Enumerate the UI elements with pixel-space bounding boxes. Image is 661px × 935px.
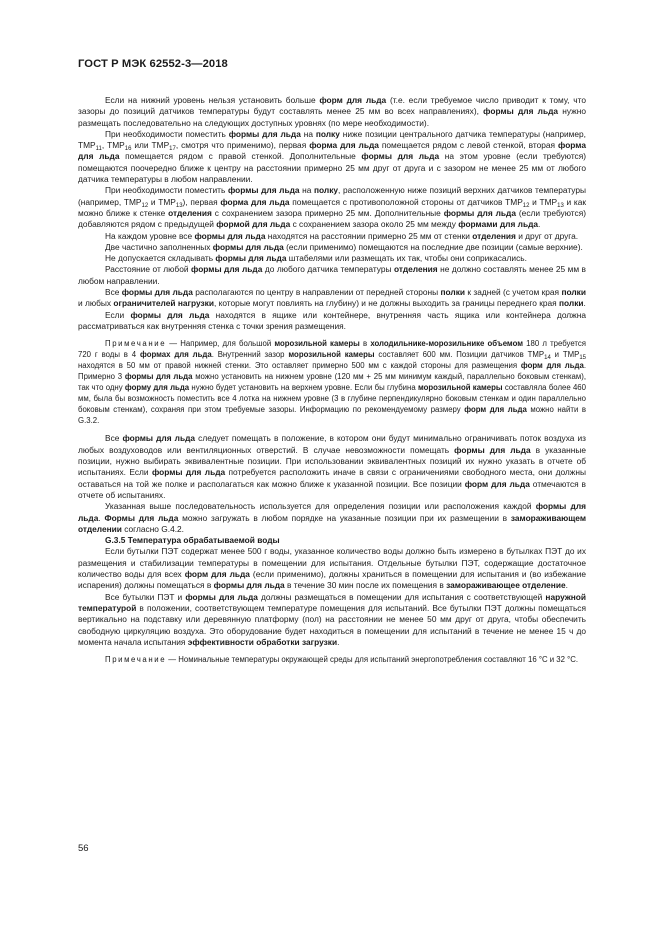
paragraph: При необходимости поместить формы для льда на полку, расположенную ниже позиций верхних датчиков температуры (например, $ТМР_{12}$ и $ТМР_{13}$), первая форма для льда помещается с противоположной стороны от датчиков $ТМР_{12}$ и $ТМР_{13}$ и как можно ближе к стенке отделения с сохранением зазора примерно 25 мм. Дополнительные формы для льда (если требуются) добавляются рядом с предыдущей формой для льда с сохранением зазора около 25 мм между формами для льда. <box>78 185 586 230</box>
paragraph: Две частично заполненных формы для льда (если применимо) помещаются на последние две позиции (самые верхние). <box>105 241 583 252</box>
paragraph: Если на нижний уровень нельзя установить больше форм для льда (т.е. если требуемое число приводит к тому, что зазоры до позиций датчиков температуры будут составлять менее 25 мм во всех направлениях), формы для льда нужно размещать последовательно на следующих доступных уровнях (по мере необходимости). <box>78 95 587 128</box>
paragraph: Все формы для льда располагаются по центру в направлении от передней стороны полки к задней (с учетом края полки и любых ограничителей нагрузки, которые могут повлиять на глубину) и не должны выходить за границы переднего края полки. <box>78 287 586 309</box>
paragraph: Все бутылки ПЭТ и формы для льда должны размещаться в помещении для испытания с соответствующей наружной температурой в положении, соответствующем температуре помещения для испытаний. Все бутылки ПЭТ должны помещаться вертикально на подставку или деревянную платформу (пол) на расстоянии не менее 50 мм друг от друга, чтобы обеспечить свободную циркуляцию воздуха. Это оборудование будет находиться в помещении для испытаний в течение не менее 15 ч до момента начала испытания эффективности обработки загрузки. <box>78 591 586 647</box>
paragraph: Если формы для льда находятся в ящике или контейнере, внутренняя часть ящика или контейнера должна рассматриваться как внутренняя стенка с точки зрения размещения. <box>78 309 586 331</box>
document-header: ГОСТ Р МЭК 62552-3—2018 <box>78 58 228 70</box>
paragraph: Расстояние от любой формы для льда до любого датчика температуры отделения не должно составлять менее 25 мм в любом направлении. <box>78 264 586 286</box>
paragraph: Не допускается складывать формы для льда штабелями или размещать их так, чтобы они соприкасались. <box>105 253 527 264</box>
paragraph: При необходимости поместить формы для льда на полку ниже позиции центрального датчика температуры (например, $ТМР_{11}$, $ТМР_{16}$ или $ТМР_{17}$, смотря что применимо), первая форма для льда помещается рядом с левой стенкой, вторая форма для льда помещается рядом с правой стенкой. Дополнительные формы для льда на этом уровне (если требуются) помещаются поочередно ближе к центру на расстоянии примерно 25 мм друг от друга и с зазором не менее 25 мм от любого датчика температуры в любом направлении. <box>78 128 587 185</box>
note-paragraph: Примечание — Номинальные температуры окружающей среды для испытаний энергопотребления составляют 16 °С и 32 °С. <box>105 655 579 665</box>
document-body <box>78 95 586 666</box>
section-heading: G.3.5 Температура обрабатываемой воды <box>105 535 280 546</box>
note-paragraph: Примечание — Например, для большой морозильной камеры в холодильнике-морозильнике объемом 180 л требуется 720 г воды в 4 формах для льда. Внутренний зазор морозильной камеры составляет 600 мм. Позиции датчиков $ТМР_{14}$ и $ТМР_{15}$ находятся в 50 мм от правой нижней стенки. Это оставляет примерно 500 мм с каждой стороны для размещения форм для льда. Примерно 3 формы для льда можно установить на нижнем уровне (120 мм + 25 мм минимум каждый, параллельно боковым стенкам), так что одну форму для льда нужно будет установить на верхнем уровне. Если бы глубина морозильной камеры составляла более 460 мм, была бы возможность поместить все 4 лотка на нижнем уровне (3 в глубине перпендикулярно боковым стенкам и один параллельно боковым стенкам), сохраняя при этом требуемые зазоры. Информацию по рекомендуемому размеру форм для льда можно найти в G.3.2. <box>78 339 587 425</box>
paragraph: Все формы для льда следует помещать в положение, в котором они будут минимально ограничивать поток воздуха из любых воздуховодов или вентиляционных отверстий. В случае невозможности помещать формы для льда в указанные позиции, нужно выбирать эквивалентные позиции. При использовании эквивалентных позиций их нужно указать в отчете об испытаниях. Если формы для льда потребуется расположить иначе в связи с ограничениями свободного места, они должны оставаться на той же полке и располагаться как можно ближе к указанной позиции. Все позиции форм для льда отмечаются в отчете об испытаниях. <box>78 433 586 500</box>
paragraph: Если бутылки ПЭТ содержат менее 500 г воды, указанное количество воды должно быть измерено в бутылках ПЭТ до их размещения и стабилизации температуры в помещении для испытания. Отдельные бутылки ПЭТ, содержащие достаточное количество воды для всех форм для льда (если применимо), должны храниться в помещении для испытания и (во избежание испарения) должны помещаться в формы для льда в течение 30 мин после их помещения в замораживающее отделение. <box>78 546 586 591</box>
paragraph: На каждом уровне все формы для льда находятся на расстоянии примерно 25 мм от стенки отделения и друг от друга. <box>105 230 579 241</box>
page-number: 56 <box>78 843 89 854</box>
paragraph: Указанная выше последовательность используется для определения позиции или расположения каждой формы для льда. Формы для льда можно загружать в любом порядке на указанные позиции при их размещении в замораживающем отделении согласно G.4.2. <box>78 501 586 534</box>
